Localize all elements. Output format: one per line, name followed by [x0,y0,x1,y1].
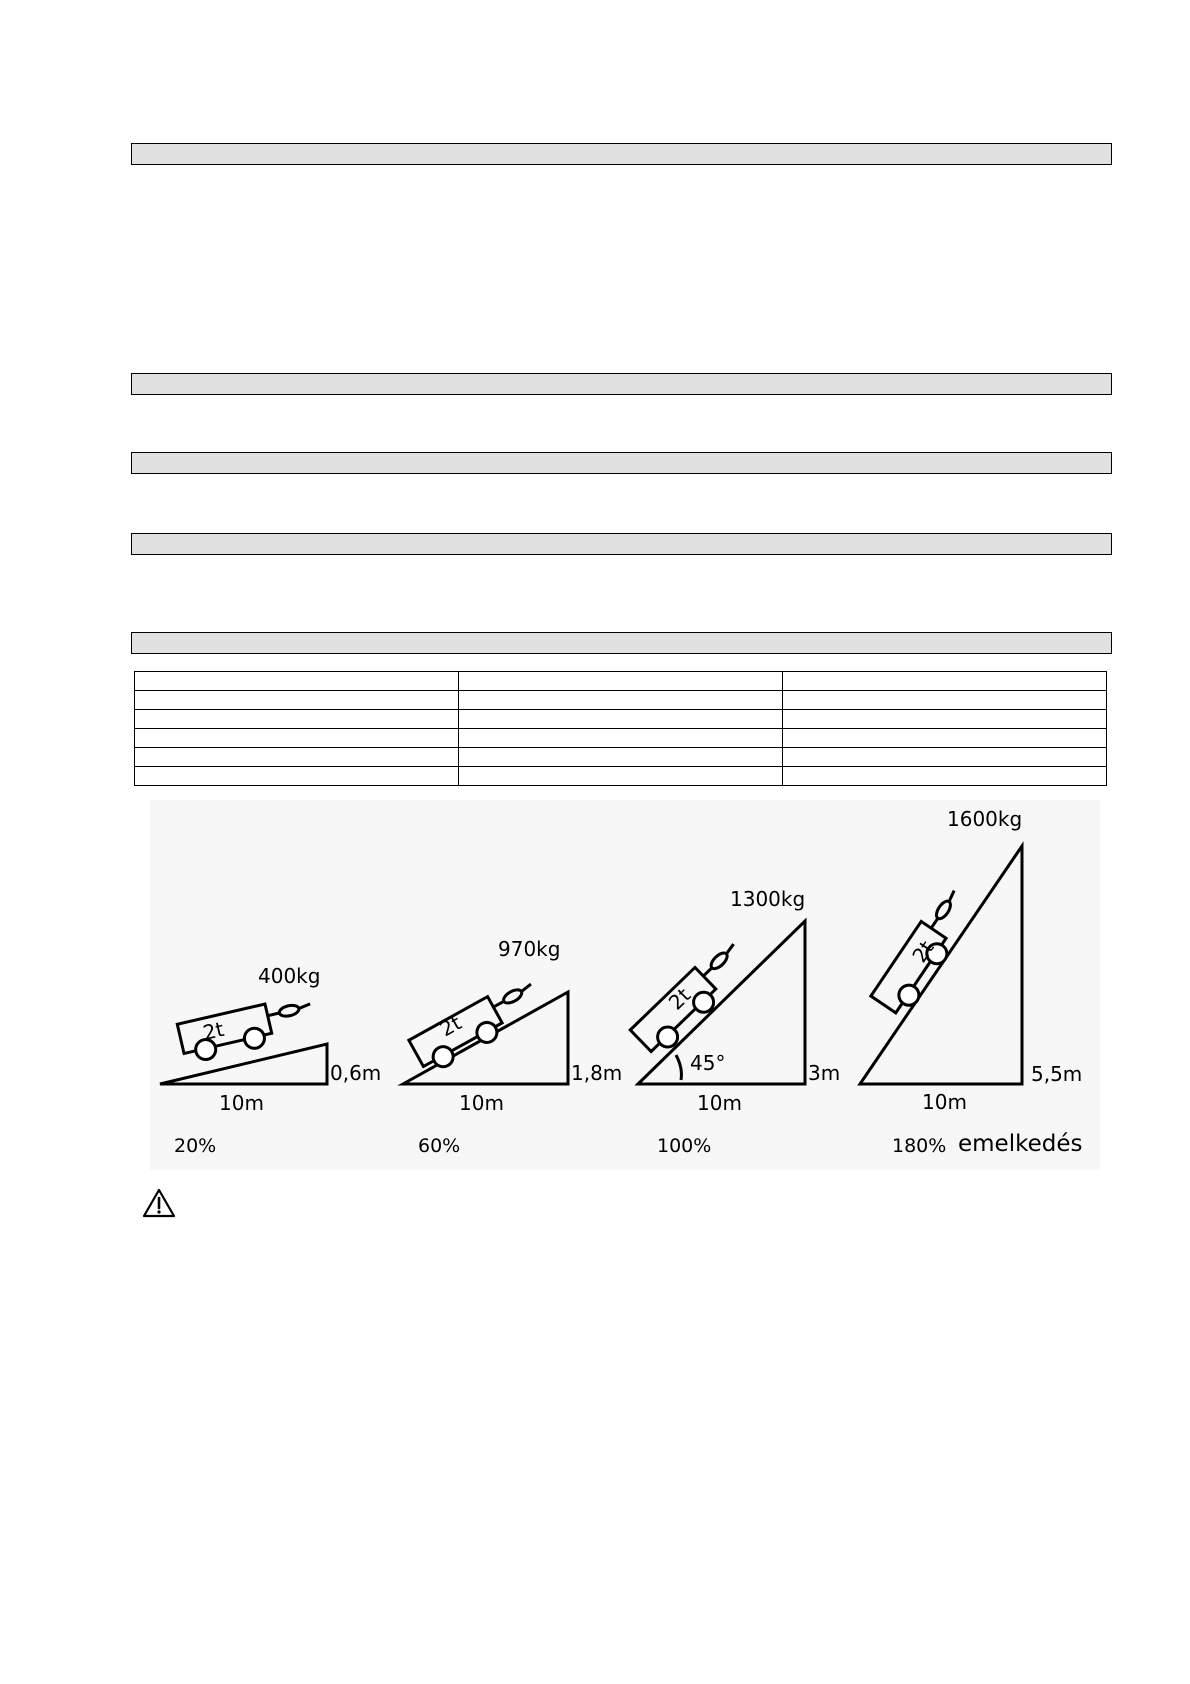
vehicle-2t-2 [409,975,546,1076]
table-row [135,748,1107,767]
section-header-bar-1 [131,143,1112,165]
table-row [135,710,1107,729]
table-cell [783,748,1107,767]
base-label-4: 10m [922,1090,967,1114]
table-cell [135,729,459,748]
table-cell [459,729,783,748]
table-cell [459,672,783,691]
spec-table-container [134,671,1107,786]
angle-arc [676,1055,681,1080]
section-header-bar-4 [131,533,1112,555]
grade-label-2: 60% [418,1135,461,1157]
grade-label-3: 100% [657,1135,712,1157]
table-row [135,767,1107,786]
table-cell [459,748,783,767]
vehicle-label-4: 2t [907,936,939,967]
table-cell [459,710,783,729]
height-label-1: 0,6m [330,1061,382,1085]
table-cell [783,672,1107,691]
table-cell [135,748,459,767]
section-header-bar-3 [131,452,1112,474]
mass-label-1: 400kg [258,964,321,988]
spec-table [134,671,1107,786]
table-cell [783,729,1107,748]
slope-triangle-1 [160,1044,327,1084]
vehicle-2t-1 [177,994,317,1064]
table-cell [135,672,459,691]
base-label-2: 10m [459,1091,504,1115]
angle-label: 45° [690,1051,726,1075]
table-cell [783,767,1107,786]
table-cell [459,767,783,786]
mass-label-4: 1600kg [947,807,1023,831]
height-label-3: 3m [808,1061,841,1085]
table-row [135,672,1107,691]
mass-label-3: 1300kg [730,887,806,911]
table-cell [459,691,783,710]
warning-triangle-icon [142,1188,176,1218]
base-label-3: 10m [697,1091,742,1115]
slope-triangle-4 [860,846,1022,1084]
slope-pulling-capacity-figure [150,800,1100,1170]
height-label-4: 5,5m [1031,1062,1083,1086]
table-row [135,729,1107,748]
table-cell [783,710,1107,729]
grade-caption: emelkedés [958,1131,1083,1157]
table-row [135,691,1107,710]
slope-diagrams [150,800,1100,1170]
grade-label-1: 20% [174,1135,217,1157]
table-cell [135,691,459,710]
height-label-2: 1,8m [571,1061,623,1085]
table-cell [135,767,459,786]
section-header-bar-2 [131,373,1112,395]
table-cell [783,691,1107,710]
base-label-1: 10m [219,1091,264,1115]
mass-label-2: 970kg [498,937,561,961]
section-header-bar-5 [131,632,1112,654]
vehicle-label-2: 2t [435,1010,466,1042]
vehicle-label-1: 2t [200,1016,227,1045]
vehicle-label-3: 2t [663,983,696,1015]
table-cell [135,710,459,729]
grade-label-4: 180% [892,1135,947,1157]
